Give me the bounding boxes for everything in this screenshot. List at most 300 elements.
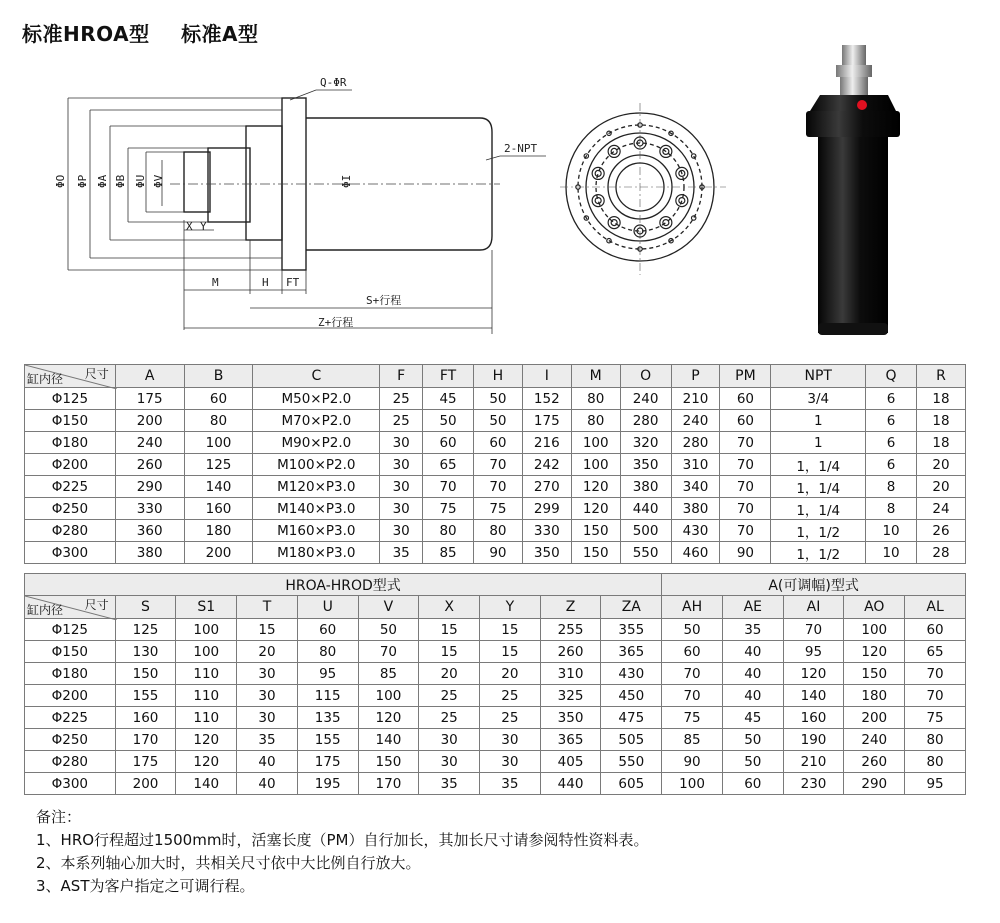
table-cell: 310 [671, 454, 720, 476]
table-cell: 365 [601, 641, 662, 663]
table-cell: 175 [297, 751, 358, 773]
table-cell: 100 [844, 619, 905, 641]
table-row [25, 498, 966, 520]
table-cell: 1 [771, 410, 866, 432]
label-h: H [262, 276, 269, 289]
column-header: X [419, 596, 480, 619]
table-cell: 35 [419, 773, 480, 795]
label-i: ΦI [340, 174, 353, 188]
bore-cell: Φ150 [25, 641, 116, 663]
flange-end-view [556, 95, 736, 281]
column-header: AO [844, 596, 905, 619]
table-cell: 75 [473, 498, 522, 520]
table-cell: 505 [601, 729, 662, 751]
bolt-hole [608, 145, 620, 157]
column-header: NPT [771, 365, 866, 388]
table-cell: 80 [423, 520, 474, 542]
table-cell: 6 [866, 410, 917, 432]
table-cell: 60 [662, 641, 723, 663]
table-cell: 140 [184, 476, 253, 498]
note-item: 2、本系列轴心加大时，共相关尺寸依中大比例自行放大。 [36, 854, 421, 872]
table-cell: 15 [480, 619, 541, 641]
mount-hole [691, 154, 695, 158]
table-cell: 1 [771, 432, 866, 454]
table-cell: 500 [620, 520, 671, 542]
label-b: ΦB [114, 174, 127, 188]
column-header: U [297, 596, 358, 619]
column-header: FT [423, 365, 474, 388]
table-cell: 130 [115, 641, 176, 663]
table-cell: 6 [866, 432, 917, 454]
table-cell: 175 [115, 751, 176, 773]
title-hroa: 标准HROA型 [22, 22, 150, 46]
table-cell: 20 [480, 663, 541, 685]
table-cell: 360 [115, 520, 184, 542]
table-row [25, 454, 966, 476]
table-cell: 15 [419, 641, 480, 663]
bore-cell: Φ300 [25, 542, 116, 564]
table-cell: 20 [917, 476, 966, 498]
corner-size-label: 尺寸 [84, 598, 109, 612]
table-cell: 380 [620, 476, 671, 498]
bore-cell: Φ200 [25, 454, 116, 476]
table-row [25, 388, 966, 410]
table-cell: 30 [380, 432, 423, 454]
table-cell: 255 [540, 619, 601, 641]
table-cell: 120 [571, 498, 620, 520]
table-cell: 280 [671, 432, 720, 454]
table-cell: 100 [571, 454, 620, 476]
table-cell: 242 [522, 454, 571, 476]
table-cell: 8 [866, 498, 917, 520]
table-cell: 70 [662, 685, 723, 707]
bolt-hole-inner [663, 220, 669, 226]
table-cell: M120×P3.0 [253, 476, 380, 498]
table-cell: 100 [176, 619, 237, 641]
cylinder-drawing [0, 70, 560, 340]
column-header: B [184, 365, 253, 388]
label-s-stroke: S+行程 [366, 294, 402, 307]
table-cell: 125 [184, 454, 253, 476]
table-cell: 60 [720, 388, 771, 410]
table-cell: 405 [540, 751, 601, 773]
table-cell: 75 [662, 707, 723, 729]
table-cell: 80 [905, 751, 966, 773]
column-header: S1 [176, 596, 237, 619]
table-row [25, 410, 966, 432]
bore-cell: Φ125 [25, 619, 116, 641]
table-cell: 70 [905, 685, 966, 707]
table-cell: 60 [423, 432, 474, 454]
table-cell: 355 [601, 619, 662, 641]
column-header: AE [722, 596, 783, 619]
mount-hole [691, 216, 695, 220]
table-cell: 80 [571, 410, 620, 432]
table-cell: 152 [522, 388, 571, 410]
table-cell: 150 [844, 663, 905, 685]
table-cell: 330 [522, 520, 571, 542]
table-cell: 20 [419, 663, 480, 685]
table-cell: 65 [905, 641, 966, 663]
table-cell: 70 [720, 520, 771, 542]
cylinder-photo [800, 45, 905, 345]
table-cell: 155 [115, 685, 176, 707]
table-cell: 380 [671, 498, 720, 520]
table-cell: 25 [419, 685, 480, 707]
column-header: Q [866, 365, 917, 388]
corner-bore-label: 缸内径 [27, 603, 64, 617]
title-a: 标准A型 [181, 22, 259, 46]
table-cell: 280 [620, 410, 671, 432]
table-cell: 120 [176, 729, 237, 751]
bolt-hole [592, 195, 604, 207]
table-cell: 240 [844, 729, 905, 751]
table-cell: 450 [601, 685, 662, 707]
column-header: R [917, 365, 966, 388]
table-cell: 290 [844, 773, 905, 795]
table-cell: 3/4 [771, 388, 866, 410]
table-cell: 140 [176, 773, 237, 795]
label-p: ΦP [76, 174, 89, 188]
label-m: M [212, 276, 219, 289]
table-cell: 35 [480, 773, 541, 795]
table-cell: M90×P2.0 [253, 432, 380, 454]
group-a-adjustable: A(可调幅)型式 [662, 574, 966, 596]
table-cell: 1，1/2 [771, 520, 866, 542]
table-cell: 25 [480, 685, 541, 707]
table-cell: 350 [522, 542, 571, 564]
table-cell: 200 [115, 410, 184, 432]
table-cell: 25 [419, 707, 480, 729]
table-cell: 365 [540, 729, 601, 751]
table-cell: 460 [671, 542, 720, 564]
table-cell: 240 [115, 432, 184, 454]
table-cell: 1，1/2 [771, 542, 866, 564]
table-cell: 40 [237, 751, 298, 773]
table-cell: 50 [662, 619, 723, 641]
column-header: ZA [601, 596, 662, 619]
table-cell: 50 [722, 729, 783, 751]
column-header: PM [720, 365, 771, 388]
table-cell: 240 [671, 410, 720, 432]
table-cell: 10 [866, 542, 917, 564]
table-row [25, 619, 966, 641]
column-header: Z [540, 596, 601, 619]
table-cell: 85 [358, 663, 419, 685]
column-header: O [620, 365, 671, 388]
table-cell: 150 [115, 663, 176, 685]
table-row [25, 641, 966, 663]
table-cell: 380 [115, 542, 184, 564]
table-cell: 95 [783, 641, 844, 663]
table-cell: 100 [662, 773, 723, 795]
table-cell: 100 [184, 432, 253, 454]
bolt-hole-inner [611, 220, 617, 226]
group-hroa-hrod: HROA-HROD型式 [25, 574, 662, 596]
table-cell: 65 [423, 454, 474, 476]
table-cell: 430 [601, 663, 662, 685]
column-header: Y [480, 596, 541, 619]
bore-cell: Φ150 [25, 410, 116, 432]
table-cell: 140 [358, 729, 419, 751]
table-cell: 160 [184, 498, 253, 520]
table-cell: 35 [237, 729, 298, 751]
table1-corner [25, 365, 116, 388]
table-cell: 50 [423, 410, 474, 432]
corner-size-label: 尺寸 [84, 367, 109, 381]
table-cell: 28 [917, 542, 966, 564]
table-cell: 230 [783, 773, 844, 795]
column-header: I [522, 365, 571, 388]
label-q-r: Q-ΦR [320, 76, 347, 89]
table-cell: 80 [297, 641, 358, 663]
table-cell: 80 [184, 410, 253, 432]
bore-cell: Φ225 [25, 707, 116, 729]
table-cell: 20 [237, 641, 298, 663]
table-cell: 35 [722, 619, 783, 641]
table-cell: 70 [720, 498, 771, 520]
table-cell: M140×P3.0 [253, 498, 380, 520]
table-cell: 60 [184, 388, 253, 410]
table-cell: 210 [783, 751, 844, 773]
bolt-hole [660, 217, 672, 229]
table-cell: 50 [358, 619, 419, 641]
spec-table-2 [24, 573, 966, 795]
table-cell: 70 [473, 476, 522, 498]
table-cell: 120 [844, 641, 905, 663]
bolt-hole [608, 217, 620, 229]
table-cell: 120 [358, 707, 419, 729]
table-cell: M180×P3.0 [253, 542, 380, 564]
column-header: AI [783, 596, 844, 619]
table-cell: 24 [917, 498, 966, 520]
table-cell: 50 [722, 751, 783, 773]
table-cell: 10 [866, 520, 917, 542]
table-cell: 85 [662, 729, 723, 751]
table-cell: 90 [473, 542, 522, 564]
bore-cell: Φ300 [25, 773, 116, 795]
table-cell: M160×P3.0 [253, 520, 380, 542]
table-cell: 50 [473, 410, 522, 432]
column-header: AL [905, 596, 966, 619]
table-cell: 70 [905, 663, 966, 685]
table-cell: 175 [522, 410, 571, 432]
table-cell: 210 [671, 388, 720, 410]
table-cell: 30 [237, 685, 298, 707]
table-cell: 299 [522, 498, 571, 520]
table-cell: 40 [722, 663, 783, 685]
table-cell: 100 [571, 432, 620, 454]
table-row [25, 663, 966, 685]
table-row [25, 729, 966, 751]
table-cell: 60 [722, 773, 783, 795]
table-cell: 80 [473, 520, 522, 542]
bore-cell: Φ225 [25, 476, 116, 498]
bore-cell: Φ250 [25, 729, 116, 751]
label-y: Y [200, 220, 207, 233]
table2-group-row [25, 574, 966, 596]
table-cell: 30 [380, 476, 423, 498]
table-cell: 100 [176, 641, 237, 663]
table-cell: 30 [480, 729, 541, 751]
table-cell: 1，1/4 [771, 476, 866, 498]
table-cell: 15 [480, 641, 541, 663]
table-cell: M70×P2.0 [253, 410, 380, 432]
table-cell: 18 [917, 388, 966, 410]
column-header: AH [662, 596, 723, 619]
table-cell: 80 [571, 388, 620, 410]
table-row [25, 476, 966, 498]
column-header: S [115, 596, 176, 619]
table-cell: 30 [419, 729, 480, 751]
table-cell: 30 [237, 707, 298, 729]
column-header: P [671, 365, 720, 388]
table-cell: 120 [571, 476, 620, 498]
table-cell: 216 [522, 432, 571, 454]
notes-heading: 备注： [36, 808, 82, 826]
table-row [25, 707, 966, 729]
label-ft: FT [286, 276, 300, 289]
bore-cell: Φ250 [25, 498, 116, 520]
table-cell: 70 [358, 641, 419, 663]
bore-cell: Φ180 [25, 663, 116, 685]
table-cell: 200 [115, 773, 176, 795]
table-cell: 350 [620, 454, 671, 476]
table-cell: 100 [358, 685, 419, 707]
table-cell: M100×P2.0 [253, 454, 380, 476]
table-cell: 60 [473, 432, 522, 454]
table-cell: 350 [540, 707, 601, 729]
table-cell: 260 [540, 641, 601, 663]
table-row [25, 542, 966, 564]
label-npt: 2-NPT [504, 142, 538, 155]
bore-cell: Φ200 [25, 685, 116, 707]
table-cell: 270 [522, 476, 571, 498]
table-cell: 110 [176, 685, 237, 707]
table-cell: 550 [620, 542, 671, 564]
table-cell: 1，1/4 [771, 454, 866, 476]
table-cell: 20 [917, 454, 966, 476]
table-cell: 330 [115, 498, 184, 520]
table-row [25, 751, 966, 773]
table-cell: 70 [783, 619, 844, 641]
table-cell: 170 [358, 773, 419, 795]
bore-cell: Φ125 [25, 388, 116, 410]
table-cell: 120 [176, 751, 237, 773]
table-cell: 45 [722, 707, 783, 729]
table-row [25, 432, 966, 454]
table-cell: 155 [297, 729, 358, 751]
table-cell: 240 [620, 388, 671, 410]
table-cell: 310 [540, 663, 601, 685]
label-u: ΦU [134, 174, 147, 188]
table-cell: 140 [783, 685, 844, 707]
label-a: ΦA [96, 174, 109, 188]
table-cell: 70 [473, 454, 522, 476]
table-cell: 40 [237, 773, 298, 795]
table-cell: 260 [115, 454, 184, 476]
table-cell: 90 [720, 542, 771, 564]
table-cell: 95 [905, 773, 966, 795]
table-cell: 90 [662, 751, 723, 773]
table-cell: 25 [380, 410, 423, 432]
table-cell: 6 [866, 388, 917, 410]
notes-section [36, 806, 648, 898]
table-cell: 150 [358, 751, 419, 773]
table-cell: 125 [115, 619, 176, 641]
table-cell: 85 [423, 542, 474, 564]
table-cell: 30 [380, 520, 423, 542]
table-cell: 440 [540, 773, 601, 795]
label-z-stroke: Z+行程 [318, 316, 354, 329]
table-cell: 290 [115, 476, 184, 498]
table-cell: 115 [297, 685, 358, 707]
table-cell: 70 [720, 432, 771, 454]
column-header: H [473, 365, 522, 388]
column-header: T [237, 596, 298, 619]
table1-header-row [25, 365, 966, 388]
table-cell: 75 [423, 498, 474, 520]
table-cell: 160 [115, 707, 176, 729]
table-cell: 325 [540, 685, 601, 707]
table-cell: 340 [671, 476, 720, 498]
table-cell: 200 [184, 542, 253, 564]
table-cell: 26 [917, 520, 966, 542]
table-cell: 175 [115, 388, 184, 410]
bolt-hole-inner [611, 148, 617, 154]
table-cell: 8 [866, 476, 917, 498]
table-cell: 40 [722, 641, 783, 663]
bore-cell: Φ180 [25, 432, 116, 454]
table-cell: 30 [380, 498, 423, 520]
table2-header-row [25, 596, 966, 619]
table-cell: 70 [662, 663, 723, 685]
page-title [22, 18, 283, 47]
bolt-hole [592, 167, 604, 179]
column-header: M [571, 365, 620, 388]
table-cell: 25 [380, 388, 423, 410]
table-cell: 40 [722, 685, 783, 707]
table-cell: 475 [601, 707, 662, 729]
table-cell: 440 [620, 498, 671, 520]
table-cell: 70 [720, 454, 771, 476]
bolt-hole [676, 195, 688, 207]
table-cell: 550 [601, 751, 662, 773]
table-cell: 180 [844, 685, 905, 707]
table-cell: 70 [423, 476, 474, 498]
corner-bore-label: 缸内径 [27, 372, 64, 386]
label-x: X [186, 220, 193, 233]
column-header: C [253, 365, 380, 388]
table-cell: 320 [620, 432, 671, 454]
table-row [25, 773, 966, 795]
table-cell: 30 [480, 751, 541, 773]
table-cell: 150 [571, 542, 620, 564]
table-cell: 6 [866, 454, 917, 476]
table-cell: 30 [380, 454, 423, 476]
table-cell: 135 [297, 707, 358, 729]
table-cell: 430 [671, 520, 720, 542]
table-cell: 15 [419, 619, 480, 641]
table-cell: 180 [184, 520, 253, 542]
table-cell: 260 [844, 751, 905, 773]
column-header: F [380, 365, 423, 388]
table-cell: 60 [905, 619, 966, 641]
table-cell: 110 [176, 663, 237, 685]
spec-table-1 [24, 364, 966, 564]
table-row [25, 520, 966, 542]
table-cell: 15 [237, 619, 298, 641]
